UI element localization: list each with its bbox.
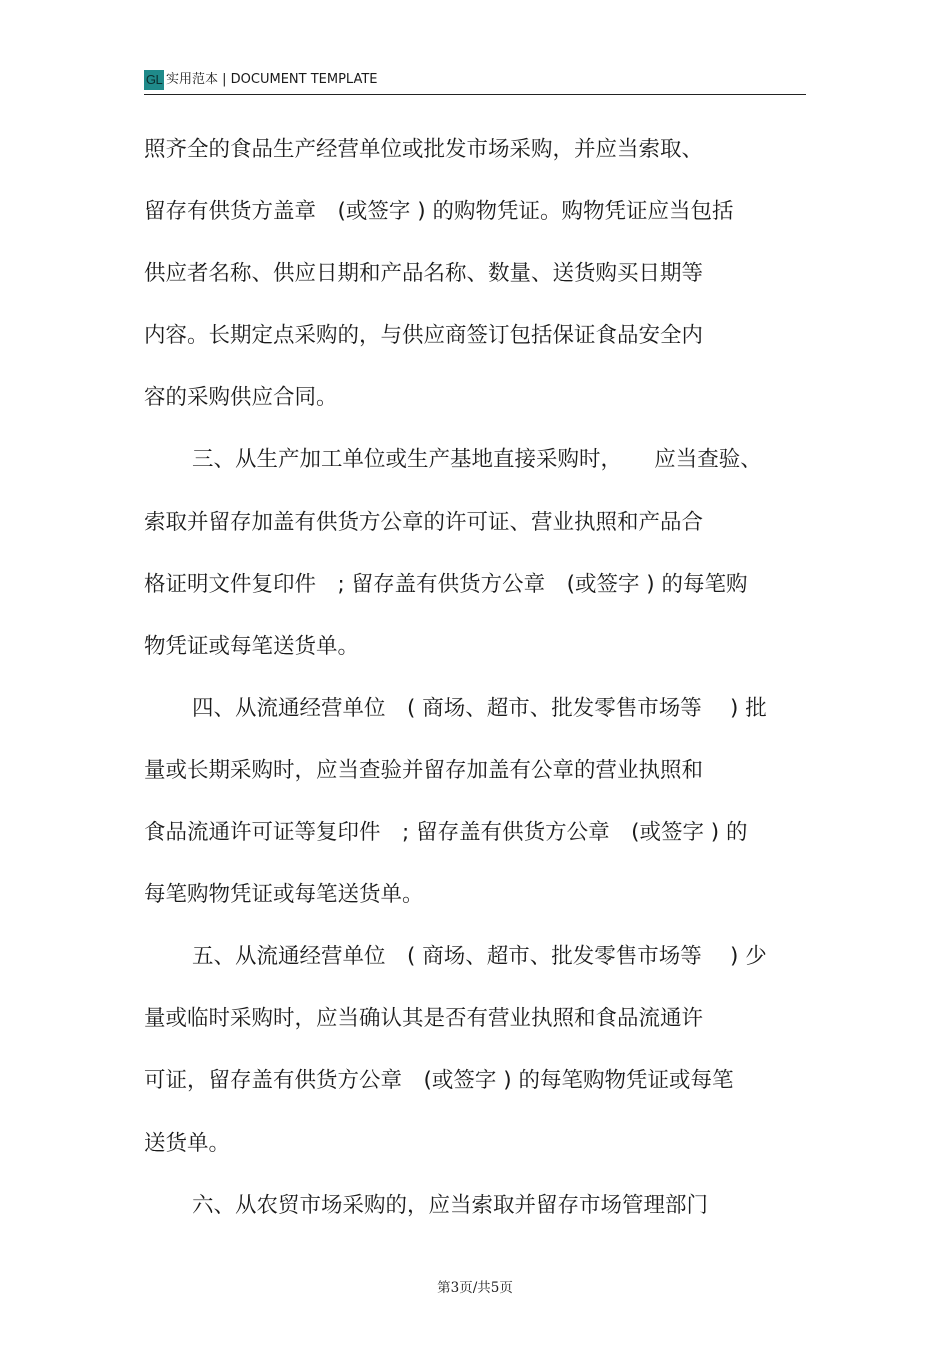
- text-line: 五、从流通经营单位 ( 商场、超市、批发零售市场等 ) 少: [192, 944, 767, 970]
- page-header: [144, 66, 806, 95]
- header-title: 实用范本 | DOCUMENT TEMPLATE: [166, 72, 378, 87]
- gl-logo-icon: GL: [144, 70, 164, 90]
- text-line: 每笔购物凭证或每笔送货单。: [144, 882, 424, 908]
- text-line: 容的采购供应合同。: [144, 385, 338, 411]
- text-line: 留存有供货方盖章 (或签字 ) 的购物凭证。购物凭证应当包括: [144, 199, 734, 225]
- text-line: 格证明文件复印件 ; 留存盖有供货方公章 (或签字 ) 的每笔购: [144, 571, 748, 597]
- text-line: 食品流通许可证等复印件 ; 留存盖有供货方公章 (或签字 ) 的: [144, 820, 748, 846]
- text-line: 量或长期采购时，应当查验并留存加盖有公章的营业执照和: [144, 757, 704, 783]
- text-line: 量或临时采购时，应当确认其是否有营业执照和食品流通许: [144, 1006, 704, 1032]
- document-body: [144, 119, 814, 1237]
- text-line: 四、从流通经营单位 ( 商场、超市、批发零售市场等 ) 批: [192, 695, 767, 721]
- text-line: 供应者名称、供应日期和产品名称、数量、送货购买日期等: [144, 261, 704, 287]
- text-line: 可证，留存盖有供货方公章 (或签字 ) 的每笔购物凭证或每笔: [144, 1068, 734, 1094]
- text-line: 三、从生产加工单位或生产基地直接采购时， 应当查验、: [192, 447, 762, 473]
- text-line: 送货单。: [144, 1130, 231, 1156]
- page-number: 第3页/共5页: [437, 1280, 513, 1296]
- text-line: 六、从农贸市场采购的，应当索取并留存市场管理部门: [192, 1192, 709, 1218]
- text-line: 内容。长期定点采购的，与供应商签订包括保证食品安全内: [144, 323, 704, 349]
- text-line: 索取并留存加盖有供货方公章的许可证、营业执照和产品合: [144, 509, 704, 535]
- text-line: 物凭证或每笔送货单。: [144, 633, 360, 659]
- text-line: 照齐全的食品生产经营单位或批发市场采购，并应当索取、: [144, 137, 704, 162]
